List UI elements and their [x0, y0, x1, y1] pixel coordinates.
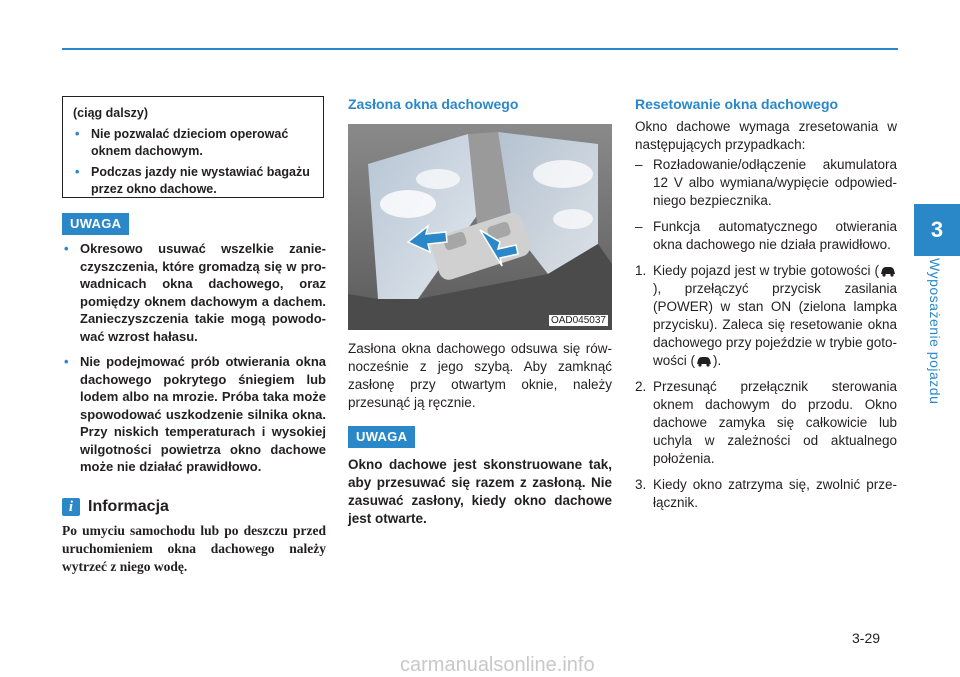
notice-list-left	[62, 240, 326, 484]
shade-description: Zasłona okna dachowego odsuwa się równocześnie z jego szybą. Aby zamknąć zasłonę przy otwartym oknie, należy przesunąć ją ręcznie.	[348, 341, 612, 410]
reset-step-item	[635, 378, 897, 468]
notice-item: • Nie podejmować prób otwierania okna dachowego pokrytego śniegiem lub lodem albo na mrozie. Próba taka może spowodować uszkodzenie silnika okna. Przy niskich temperaturach i wysokiej wilgotności powietrza okno dachowe może nie działać prawidłowo.	[62, 353, 326, 476]
chapter-number-tab: 3	[914, 204, 960, 256]
list-marker: 1.	[635, 263, 647, 278]
reset-step-item	[635, 476, 897, 512]
uwaga-badge-left: UWAGA	[62, 213, 129, 235]
reset-step-text: Przesunąć przełącznik sterowania oknem dachowym do przodu. Okno dachowe zamyka się całkowicie lub uchyla w zależności od aktualnego położenia.	[653, 379, 897, 466]
image-code: OAD045037	[550, 315, 606, 326]
notice-item: • Okresowo usuwać wszelkie zanieczyszczenia, które gromadzą się w prowadnicach okna dachowego, oraz pomiędzy oknem dachowym a dachem. Zanieczyszczenia takie mogą powodować wzrost hałasu.	[62, 240, 326, 345]
ready-car-icon	[695, 355, 713, 367]
reset-step-item	[635, 262, 897, 370]
list-marker: 2.	[635, 379, 647, 394]
watermark: carmanualsonline.info	[400, 654, 595, 676]
reset-intro: Okno dachowe wymaga zresetowania w następujących przypadkach:	[635, 119, 897, 152]
section-title-reset: Resetowanie okna dachowego	[635, 96, 839, 112]
information-text: Po umyciu samochodu lub po deszczu przed uruchomieniem okna dachowego należy wytrzeć z niego wodę.	[62, 523, 326, 574]
section-title-shade: Zasłona okna dachowego	[348, 96, 519, 112]
list-marker: 3.	[635, 477, 647, 492]
reset-step-text: Kiedy pojazd jest w trybie gotowości (	[653, 263, 879, 278]
ready-car-icon	[879, 265, 897, 277]
continued-caution-box	[62, 96, 324, 198]
continued-item: • Podczas jazdy nie wystawiać bagażu przez okno dachowe.	[73, 164, 313, 198]
info-icon: i	[62, 498, 80, 516]
header-rule	[62, 48, 898, 50]
sunroof-illustration	[348, 124, 612, 330]
list-marker: –	[635, 219, 643, 234]
reset-step-text: Kiedy okno zatrzyma się, zwolnić przełącznik.	[653, 477, 897, 510]
reset-step-text: ), przełączyć przycisk zasilania (POWER) w stan ON (zielona lampka przycisku). Zaleca się resetowanie okna dachowego przy pojeździe w trybie gotowości (	[653, 281, 897, 368]
list-marker: –	[635, 157, 643, 172]
reset-case-item	[635, 156, 897, 210]
chapter-side-label	[918, 258, 952, 438]
page-number: 3-29	[852, 630, 881, 646]
reset-list	[635, 156, 897, 520]
chapter-title: Wyposażenie pojazdu	[927, 258, 943, 405]
sunroof-shade-photo	[348, 124, 612, 330]
reset-step-text: ).	[713, 353, 722, 368]
shade-warning: Okno dachowe jest skonstruowane tak, aby przesuwać się razem z zasłoną. Nie zasuwać zasłony, kiedy okno dachowe jest otwarte.	[348, 457, 612, 526]
continued-item: • Nie pozwalać dzieciom operować oknem dachowym.	[73, 126, 313, 160]
continued-title: (ciąg dalszy)	[73, 106, 149, 120]
information-heading	[62, 498, 169, 516]
reset-case-item	[635, 218, 897, 254]
uwaga-badge-middle: UWAGA	[348, 426, 415, 448]
reset-case-text: Funkcja automatycznego otwierania okna dachowego nie działa prawidłowo.	[653, 219, 897, 252]
reset-case-text: Rozładowanie/odłączenie akumulatora 12 V albo wymiana/wypięcie odpowiedniego bezpiecznika.	[653, 157, 897, 208]
information-title: Informacja	[88, 498, 169, 515]
